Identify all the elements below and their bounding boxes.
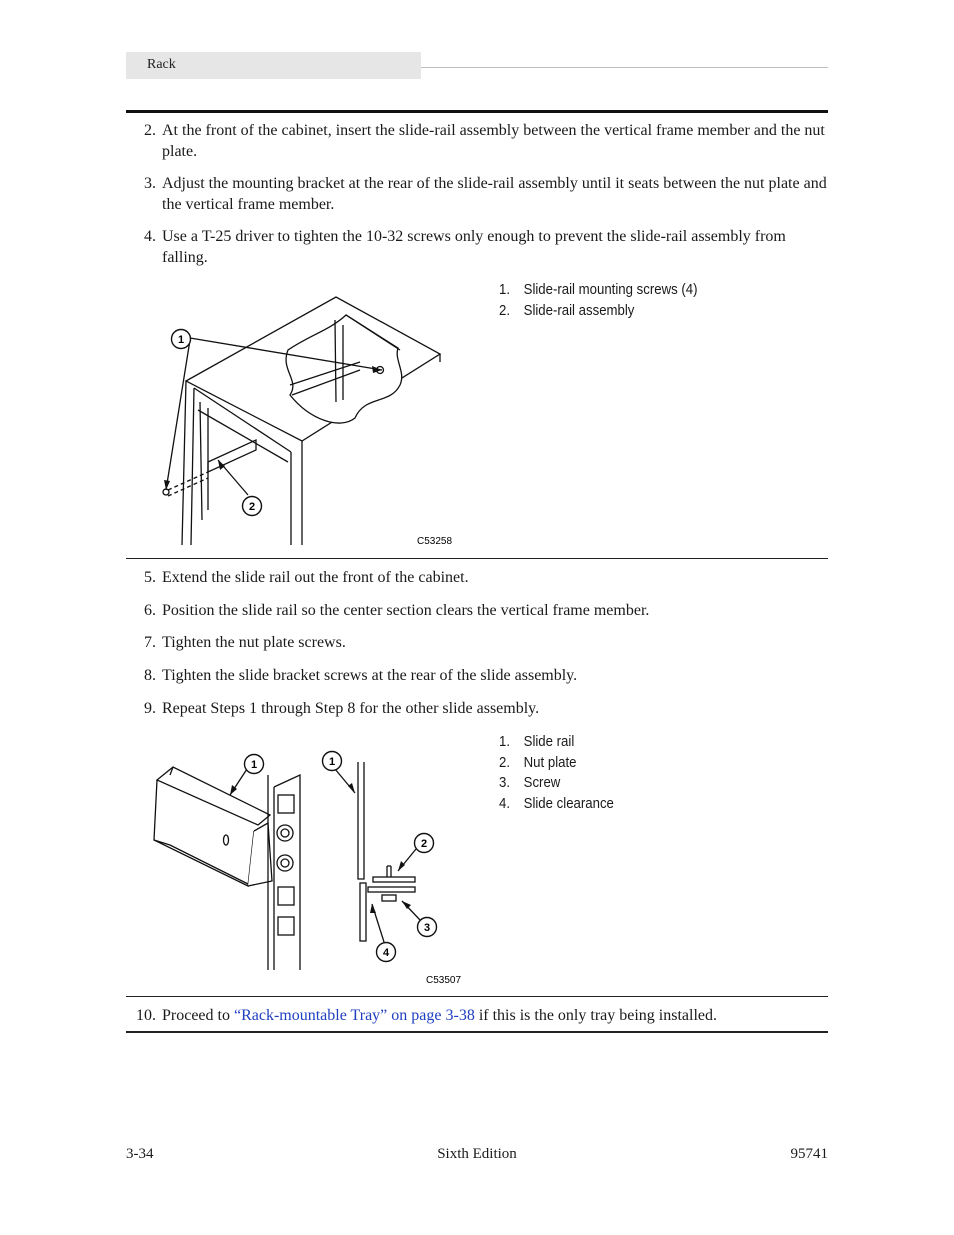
legend-label: Screw xyxy=(523,774,561,791)
step-text xyxy=(162,1006,828,1027)
callout-2-label: 2 xyxy=(420,838,428,850)
legend-label: Slide-rail mounting screws (4) xyxy=(523,281,698,298)
legend-label: Slide clearance xyxy=(523,794,614,812)
callout-1-label: 1 xyxy=(177,334,185,346)
cabinet-illustration xyxy=(160,290,460,552)
callout-1-label: 1 xyxy=(250,759,258,771)
callout-4-label: 4 xyxy=(382,947,390,959)
header-tab xyxy=(126,52,421,79)
step-number: 2. xyxy=(144,122,156,139)
step-text: At the front of the cabinet, insert the slide-rail assembly between the vertical frame member and the nut plate. xyxy=(162,122,825,160)
legend-item xyxy=(499,280,698,301)
legend-label: Slide-rail assembly xyxy=(523,301,635,319)
step-text: Adjust the mounting bracket at the rear of the slide-rail assembly until it seats between the nut plate and the vertical frame member. xyxy=(162,175,827,213)
figure2-legend xyxy=(499,732,614,814)
step-text: Tighten the nut plate screws. xyxy=(162,634,346,651)
step-text: Use a T-25 driver to tighten the 10-32 screws only enough to prevent the slide-rail assembly from falling. xyxy=(162,228,786,266)
legend-number: 3. xyxy=(499,774,511,791)
callout-1b-label: 1 xyxy=(328,756,336,768)
step-item xyxy=(126,666,828,687)
step-text: Position the slide rail so the center section clears the vertical frame member. xyxy=(162,602,650,619)
step-item xyxy=(126,1006,828,1027)
step-number: 7. xyxy=(144,634,156,651)
step-item xyxy=(126,568,828,589)
page-number: 3-34 xyxy=(126,1146,154,1162)
cross-reference-link[interactable]: “Rack-mountable Tray” on page 3-38 xyxy=(233,1007,475,1024)
section-rule xyxy=(126,996,828,997)
edition-label: Sixth Edition xyxy=(437,1146,517,1162)
figure1-legend xyxy=(499,280,698,321)
step-number: 8. xyxy=(144,667,156,684)
legend-number: 4. xyxy=(499,794,511,812)
step-text-before: Proceed to xyxy=(162,1007,234,1024)
header-tab-label: Rack xyxy=(147,57,176,72)
bottom-rule xyxy=(126,1031,828,1033)
step-number: 3. xyxy=(144,175,156,192)
step-text: Repeat Steps 1 through Step 8 for the other slide assembly. xyxy=(162,700,540,717)
legend-item xyxy=(499,794,614,815)
callout-3-label: 3 xyxy=(423,922,431,934)
legend-label: Nut plate xyxy=(523,753,577,771)
legend-item xyxy=(499,301,698,322)
step-text-after: if this is the only tray being installed. xyxy=(474,1007,717,1024)
figure-slide-clearance xyxy=(150,745,470,990)
legend-number: 1. xyxy=(499,281,511,298)
step-number: 10. xyxy=(136,1007,156,1024)
step-number: 6. xyxy=(144,602,156,619)
legend-number: 2. xyxy=(499,301,511,319)
step-item xyxy=(126,633,828,654)
legend-number: 1. xyxy=(499,733,511,750)
figure-code: C53507 xyxy=(426,975,462,986)
step-text: Extend the slide rail out the front of the cabinet. xyxy=(162,569,469,586)
header-rule xyxy=(421,67,828,68)
figure-code: C53258 xyxy=(417,536,453,547)
step-item xyxy=(126,121,828,162)
document-number: 95741 xyxy=(790,1146,828,1162)
figure-slide-rail-install xyxy=(160,290,460,552)
top-rule xyxy=(126,110,828,113)
legend-item xyxy=(499,753,614,774)
step-item xyxy=(126,601,828,622)
step-number: 5. xyxy=(144,569,156,586)
step-text: Tighten the slide bracket screws at the rear of the slide assembly. xyxy=(162,667,578,684)
step-item xyxy=(126,174,828,215)
step-number: 9. xyxy=(144,700,156,717)
slide-rail-detail-illustration xyxy=(150,745,470,990)
legend-item xyxy=(499,773,614,794)
legend-number: 2. xyxy=(499,753,511,771)
step-number: 4. xyxy=(144,228,156,245)
callout-2-label: 2 xyxy=(248,501,256,513)
section-rule xyxy=(126,558,828,559)
step-item xyxy=(126,699,828,720)
legend-label: Slide rail xyxy=(523,733,575,750)
step-item xyxy=(126,227,828,268)
legend-item xyxy=(499,732,614,753)
